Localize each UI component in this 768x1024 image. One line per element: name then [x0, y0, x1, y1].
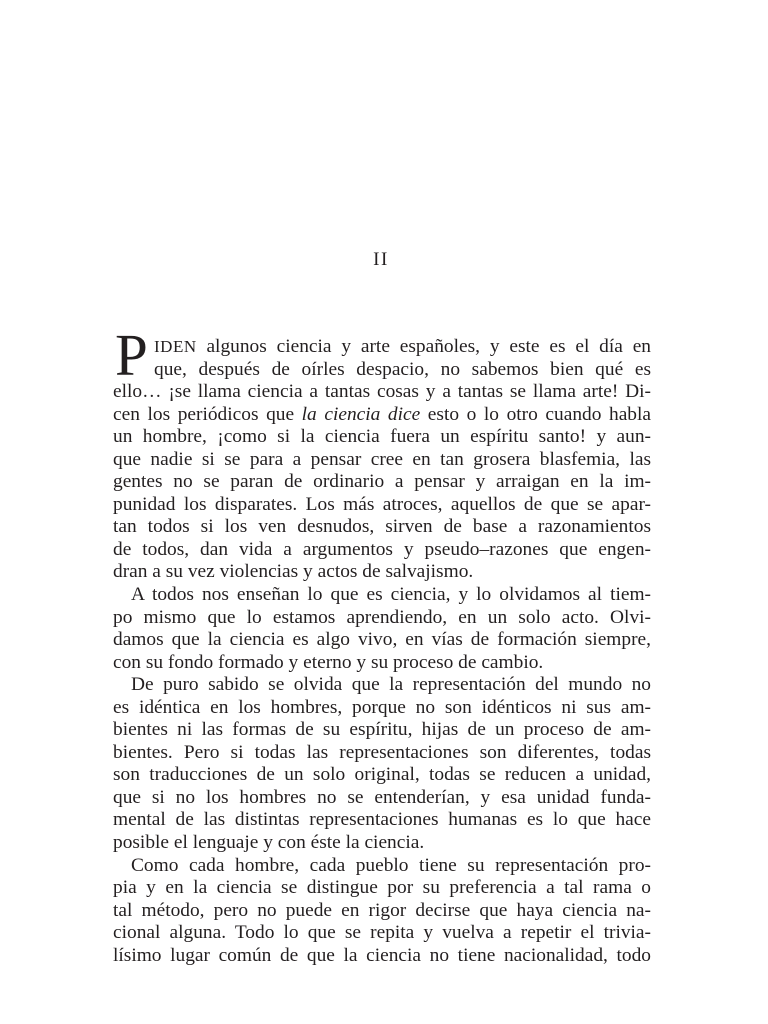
text-line: damos que la ciencia es algo vivo, en vías de formación siempre, [113, 629, 651, 651]
text-line: que, después de oírles despacio, no sabemos bien qué es [154, 358, 651, 380]
text-line: mental de las distintas representaciones humanas es lo que hace [113, 809, 651, 831]
italic-phrase: la ciencia dice [301, 403, 421, 425]
text-line: gentes no se paran de ordinario a pensar y arraigan en la im- [113, 471, 651, 493]
text-line: de todos, dan vida a argumentos y pseudo–razones que engen- [113, 538, 651, 560]
text-line: dran a su vez violencias y actos de salvajismo. [113, 561, 474, 583]
text-line [113, 336, 651, 359]
text-line: A todos nos enseñan lo que es ciencia, y lo olvidamos al tiem- [131, 584, 651, 606]
line-text: cen los periódicos que [113, 403, 302, 425]
body-text [113, 336, 651, 967]
text-line: que nadie si se para a pensar cree en tan grosera blasfemia, las [113, 448, 651, 470]
text-line: un hombre, ¡como si la ciencia fuera un espíritu santo! y aun- [113, 426, 651, 448]
text-line: ello… ¡se llama ciencia a tantas cosas y a tantas se llama arte! Di- [113, 381, 651, 403]
drop-cap: P [115, 322, 148, 388]
text-line: pia y en la ciencia se distingue por su preferencia a tal rama o [113, 877, 651, 899]
line-text: algunos ciencia y arte españoles, y este es el día en [196, 336, 651, 357]
text-line: tal método, pero no puede en rigor decirse que haya ciencia na- [113, 899, 651, 921]
text-line: Como cada hombre, cada pueblo tiene su representación pro- [131, 854, 651, 876]
chapter-number: II [373, 249, 389, 270]
text-line: cional alguna. Todo lo que se repita y vuelva a repetir el trivia- [113, 922, 651, 944]
text-line: con su fondo formado y eterno y su proceso de cambio. [113, 651, 544, 673]
line-text: esto o lo otro cuando habla [420, 403, 651, 425]
text-line: lísimo lugar común de que la ciencia no tiene nacionalidad, todo [113, 944, 651, 966]
text-line [113, 404, 651, 427]
text-line: tan todos si los ven desnudos, sirven de base a razonamientos [113, 516, 651, 538]
text-line: bientes ni las formas de su espíritu, hijas de un proceso de am- [113, 719, 651, 741]
text-line: bientes. Pero si todas las representaciones son diferentes, todas [113, 741, 651, 763]
text-line: punidad los disparates. Los más atroces, aquellos de que se apar- [113, 493, 651, 515]
text-line: po mismo que lo estamos aprendiendo, en un solo acto. Olvi- [113, 606, 651, 628]
text-line: son traducciones de un solo original, todas se reducen a unidad, [113, 764, 651, 786]
text-line: posible el lenguaje y con éste la ciencia. [113, 832, 425, 854]
smallcaps-opening: IDEN [154, 337, 197, 356]
text-line: De puro sabido se olvida que la representación del mundo no [131, 674, 651, 696]
text-line: es idéntica en los hombres, porque no son idénticos ni sus am- [113, 696, 651, 718]
text-line: que si no los hombres no se entenderían, y esa unidad funda- [113, 786, 651, 808]
